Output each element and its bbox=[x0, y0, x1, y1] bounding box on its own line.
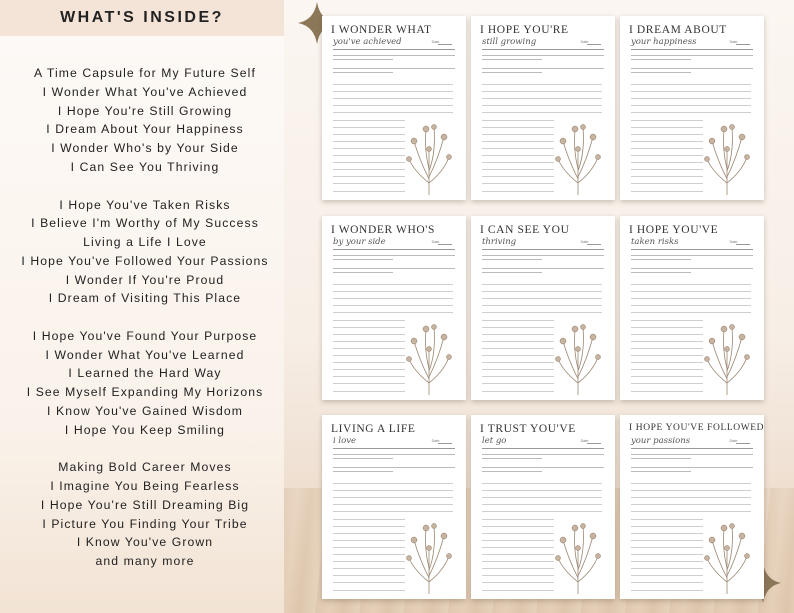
writing-line bbox=[631, 504, 751, 505]
writing-line bbox=[631, 511, 751, 512]
journal-page-card bbox=[471, 216, 615, 400]
writing-line bbox=[482, 105, 602, 106]
writing-line bbox=[631, 291, 751, 292]
writing-line bbox=[482, 547, 554, 548]
writing-line bbox=[482, 183, 554, 184]
writing-line bbox=[333, 348, 405, 349]
card-title: I WONDER WHAT bbox=[331, 24, 432, 36]
writing-line bbox=[631, 169, 703, 170]
writing-line bbox=[631, 383, 703, 384]
flower-bouquet-icon bbox=[702, 119, 752, 197]
header-rule bbox=[631, 49, 753, 50]
writing-line bbox=[631, 575, 703, 576]
list-item: I Hope You Keep Smiling bbox=[64, 423, 226, 437]
writing-line bbox=[482, 169, 554, 170]
card-date-label: Date: bbox=[729, 439, 738, 443]
contents-panel bbox=[0, 0, 284, 613]
writing-line bbox=[482, 511, 602, 512]
prompt-text bbox=[631, 458, 691, 459]
header-rule bbox=[482, 448, 604, 449]
header-rule bbox=[482, 49, 604, 50]
writing-line bbox=[631, 155, 703, 156]
prompt-text bbox=[482, 68, 604, 69]
list-item: I Imagine You Being Fearless bbox=[50, 479, 240, 493]
writing-line bbox=[333, 533, 405, 534]
flower-bouquet-icon bbox=[702, 319, 752, 397]
card-title: I DREAM ABOUT bbox=[629, 24, 727, 36]
prompt-text bbox=[333, 268, 455, 269]
writing-line bbox=[482, 298, 602, 299]
card-title: I HOPE YOU'RE bbox=[480, 24, 569, 36]
writing-line bbox=[333, 327, 405, 328]
list-item: I Learned the Hard Way bbox=[68, 366, 222, 380]
list-item: I Know You've Gained Wisdom bbox=[47, 404, 243, 418]
list-item: I Can See You Thriving bbox=[70, 160, 220, 174]
writing-line bbox=[482, 376, 554, 377]
list-item: I Picture You Finding Your Tribe bbox=[42, 517, 248, 531]
writing-line bbox=[333, 490, 453, 491]
prompt-text bbox=[631, 467, 753, 468]
writing-line bbox=[482, 504, 602, 505]
card-subtitle: your happiness bbox=[631, 37, 697, 47]
writing-line bbox=[482, 590, 554, 591]
writing-line bbox=[333, 582, 405, 583]
prompt-text bbox=[482, 55, 604, 56]
writing-line bbox=[333, 511, 453, 512]
writing-line bbox=[631, 362, 703, 363]
writing-line bbox=[333, 561, 405, 562]
writing-line bbox=[333, 497, 453, 498]
prompt-text bbox=[631, 454, 753, 455]
writing-line bbox=[333, 134, 405, 135]
writing-line bbox=[631, 334, 703, 335]
card-date-label: Date: bbox=[580, 40, 589, 44]
prompt-text bbox=[631, 255, 753, 256]
journal-page-card bbox=[322, 16, 466, 200]
writing-line bbox=[631, 284, 751, 285]
writing-line bbox=[482, 320, 554, 321]
card-title: I CAN SEE YOU bbox=[480, 224, 570, 236]
writing-line bbox=[631, 127, 703, 128]
writing-line bbox=[333, 355, 405, 356]
writing-line bbox=[333, 162, 405, 163]
writing-line bbox=[333, 98, 453, 99]
writing-line bbox=[333, 369, 405, 370]
writing-line bbox=[333, 376, 405, 377]
writing-line bbox=[482, 127, 554, 128]
prompt-text bbox=[333, 72, 393, 73]
writing-line bbox=[333, 334, 405, 335]
writing-line bbox=[631, 176, 703, 177]
date-line bbox=[438, 44, 452, 45]
card-date-label: Date: bbox=[431, 240, 440, 244]
writing-line bbox=[482, 540, 554, 541]
writing-line bbox=[631, 568, 703, 569]
date-line bbox=[736, 244, 750, 245]
writing-line bbox=[482, 497, 602, 498]
writing-line bbox=[333, 183, 405, 184]
writing-line bbox=[482, 369, 554, 370]
writing-line bbox=[631, 120, 703, 121]
writing-line bbox=[333, 191, 405, 192]
writing-line bbox=[631, 84, 751, 85]
list-item: I Hope You've Taken Risks bbox=[59, 198, 231, 212]
writing-line bbox=[482, 341, 554, 342]
list-item: I Wonder What You've Learned bbox=[45, 348, 245, 362]
flower-bouquet-icon bbox=[404, 518, 454, 596]
prompt-text bbox=[333, 454, 455, 455]
writing-line bbox=[333, 554, 405, 555]
prompt-text bbox=[333, 272, 393, 273]
list-item: I Wonder Who's by Your Side bbox=[51, 141, 239, 155]
header-rule bbox=[631, 448, 753, 449]
card-title: I TRUST YOU'VE bbox=[480, 423, 576, 435]
list-item: I See Myself Expanding My Horizons bbox=[26, 385, 264, 399]
writing-line bbox=[482, 355, 554, 356]
card-title: I HOPE YOU'VE FOLLOWED bbox=[629, 423, 764, 433]
date-line bbox=[438, 244, 452, 245]
writing-line bbox=[333, 590, 405, 591]
writing-line bbox=[482, 519, 554, 520]
prompt-text bbox=[631, 259, 691, 260]
writing-line bbox=[482, 84, 602, 85]
writing-line bbox=[482, 362, 554, 363]
list-item: I Dream of Visiting This Place bbox=[48, 291, 242, 305]
card-subtitle: your passions bbox=[631, 436, 691, 446]
date-line bbox=[587, 44, 601, 45]
writing-line bbox=[482, 134, 554, 135]
writing-line bbox=[482, 391, 554, 392]
date-line bbox=[587, 443, 601, 444]
writing-line bbox=[482, 554, 554, 555]
date-line bbox=[438, 443, 452, 444]
card-date-label: Date: bbox=[431, 439, 440, 443]
writing-line bbox=[482, 176, 554, 177]
header-rule bbox=[333, 448, 455, 449]
writing-line bbox=[333, 391, 405, 392]
flower-bouquet-icon bbox=[553, 119, 603, 197]
writing-line bbox=[631, 191, 703, 192]
writing-line bbox=[631, 305, 751, 306]
flower-bouquet-icon bbox=[702, 518, 752, 596]
writing-line bbox=[333, 547, 405, 548]
writing-line bbox=[482, 568, 554, 569]
prompt-text bbox=[631, 68, 753, 69]
prompt-text bbox=[482, 72, 542, 73]
writing-line bbox=[631, 554, 703, 555]
writing-line bbox=[631, 526, 703, 527]
flower-bouquet-icon bbox=[553, 319, 603, 397]
writing-line bbox=[333, 504, 453, 505]
card-subtitle: i love bbox=[333, 436, 357, 446]
list-item: I Believe I'm Worthy of My Success bbox=[31, 216, 259, 230]
journal-page-card bbox=[322, 415, 466, 599]
writing-line bbox=[631, 91, 751, 92]
writing-line bbox=[631, 298, 751, 299]
writing-line bbox=[482, 98, 602, 99]
writing-line bbox=[333, 540, 405, 541]
writing-line bbox=[482, 141, 554, 142]
writing-line bbox=[482, 191, 554, 192]
writing-line bbox=[631, 582, 703, 583]
card-date-label: Date: bbox=[431, 40, 440, 44]
writing-line bbox=[482, 575, 554, 576]
prompt-text bbox=[482, 59, 542, 60]
writing-line bbox=[482, 312, 602, 313]
writing-line bbox=[631, 561, 703, 562]
journal-page-card bbox=[322, 216, 466, 400]
header-rule bbox=[333, 49, 455, 50]
writing-line bbox=[631, 355, 703, 356]
writing-line bbox=[333, 112, 453, 113]
writing-line bbox=[333, 305, 453, 306]
writing-line bbox=[482, 291, 602, 292]
writing-line bbox=[631, 112, 751, 113]
writing-line bbox=[333, 155, 405, 156]
card-subtitle: still growing bbox=[482, 37, 537, 47]
prompt-text bbox=[333, 59, 393, 60]
writing-line bbox=[333, 284, 453, 285]
date-line bbox=[736, 44, 750, 45]
journal-page-card bbox=[471, 415, 615, 599]
writing-line bbox=[631, 141, 703, 142]
writing-line bbox=[333, 91, 453, 92]
writing-line bbox=[631, 105, 751, 106]
writing-line bbox=[631, 348, 703, 349]
writing-line bbox=[333, 519, 405, 520]
writing-line bbox=[333, 148, 405, 149]
prompt-text bbox=[482, 471, 542, 472]
writing-line bbox=[333, 320, 405, 321]
writing-line bbox=[482, 91, 602, 92]
prompt-text bbox=[482, 454, 604, 455]
prompt-text bbox=[631, 72, 691, 73]
date-line bbox=[736, 443, 750, 444]
writing-line bbox=[333, 568, 405, 569]
writing-line bbox=[482, 561, 554, 562]
list-item: I Hope You've Followed Your Passions bbox=[21, 254, 269, 268]
writing-line bbox=[333, 141, 405, 142]
card-subtitle: taken risks bbox=[631, 237, 679, 247]
writing-line bbox=[482, 490, 602, 491]
writing-line bbox=[482, 533, 554, 534]
writing-line bbox=[631, 391, 703, 392]
prompt-text bbox=[333, 55, 455, 56]
writing-line bbox=[631, 98, 751, 99]
writing-line bbox=[482, 162, 554, 163]
prompt-text bbox=[333, 471, 393, 472]
list-item: Living a Life I Love bbox=[83, 235, 207, 249]
writing-line bbox=[631, 148, 703, 149]
prompt-text bbox=[631, 272, 691, 273]
writing-line bbox=[631, 320, 703, 321]
writing-line bbox=[482, 348, 554, 349]
card-title: I HOPE YOU'VE bbox=[629, 224, 719, 236]
card-subtitle: you've achieved bbox=[333, 37, 402, 47]
journal-page-card bbox=[620, 415, 764, 599]
writing-line bbox=[333, 362, 405, 363]
list-item: I Wonder What You've Achieved bbox=[42, 85, 248, 99]
writing-line bbox=[482, 327, 554, 328]
writing-line bbox=[482, 284, 602, 285]
prompt-text bbox=[631, 55, 753, 56]
writing-line bbox=[482, 483, 602, 484]
prompt-text bbox=[333, 467, 455, 468]
date-line bbox=[587, 244, 601, 245]
card-subtitle: thriving bbox=[482, 237, 517, 247]
header-rule bbox=[482, 249, 604, 250]
writing-line bbox=[333, 84, 453, 85]
prompt-text bbox=[631, 471, 691, 472]
writing-line bbox=[631, 590, 703, 591]
writing-line bbox=[333, 291, 453, 292]
prompt-text bbox=[482, 255, 604, 256]
writing-line bbox=[333, 575, 405, 576]
list-item: and many more bbox=[95, 554, 195, 568]
card-subtitle: by your side bbox=[333, 237, 386, 247]
list-item: I Hope You're Still Dreaming Big bbox=[40, 498, 250, 512]
prompt-text bbox=[482, 268, 604, 269]
card-title: I WONDER WHO'S bbox=[331, 224, 435, 236]
prompt-text bbox=[482, 467, 604, 468]
writing-line bbox=[482, 305, 602, 306]
writing-line bbox=[333, 120, 405, 121]
list-item: Making Bold Career Moves bbox=[58, 460, 232, 474]
writing-line bbox=[333, 383, 405, 384]
writing-line bbox=[631, 547, 703, 548]
journal-page-card bbox=[471, 16, 615, 200]
card-date-label: Date: bbox=[729, 40, 738, 44]
prompt-text bbox=[333, 68, 455, 69]
writing-line bbox=[333, 483, 453, 484]
writing-line bbox=[482, 334, 554, 335]
writing-line bbox=[333, 169, 405, 170]
card-date-label: Date: bbox=[580, 240, 589, 244]
card-title: LIVING A LIFE bbox=[331, 423, 416, 435]
list-item: I Hope You're Still Growing bbox=[57, 104, 233, 118]
prompt-text bbox=[631, 59, 691, 60]
flower-bouquet-icon bbox=[553, 518, 603, 596]
writing-line bbox=[631, 369, 703, 370]
writing-line bbox=[631, 519, 703, 520]
writing-line bbox=[631, 183, 703, 184]
prompt-text bbox=[631, 268, 753, 269]
writing-line bbox=[333, 105, 453, 106]
writing-line bbox=[631, 327, 703, 328]
writing-line bbox=[631, 497, 751, 498]
writing-line bbox=[631, 540, 703, 541]
list-item: A Time Capsule for My Future Self bbox=[34, 66, 256, 80]
writing-line bbox=[631, 376, 703, 377]
writing-line bbox=[482, 582, 554, 583]
writing-line bbox=[333, 341, 405, 342]
list-item: I Dream About Your Happiness bbox=[46, 122, 244, 136]
flower-bouquet-icon bbox=[404, 119, 454, 197]
prompt-text bbox=[333, 259, 393, 260]
writing-line bbox=[333, 526, 405, 527]
writing-line bbox=[333, 298, 453, 299]
header-rule bbox=[333, 249, 455, 250]
journal-page-card bbox=[620, 216, 764, 400]
prompt-text bbox=[482, 259, 542, 260]
page-title: WHAT'S INSIDE? bbox=[60, 9, 224, 26]
writing-line bbox=[631, 533, 703, 534]
writing-line bbox=[482, 155, 554, 156]
writing-line bbox=[333, 127, 405, 128]
writing-line bbox=[482, 120, 554, 121]
writing-line bbox=[333, 312, 453, 313]
writing-line bbox=[482, 148, 554, 149]
list-item: I Hope You've Found Your Purpose bbox=[32, 329, 258, 343]
writing-line bbox=[631, 312, 751, 313]
writing-line bbox=[333, 176, 405, 177]
writing-line bbox=[631, 490, 751, 491]
header-rule bbox=[631, 249, 753, 250]
writing-line bbox=[631, 162, 703, 163]
card-subtitle: let go bbox=[482, 436, 507, 446]
writing-line bbox=[631, 341, 703, 342]
card-date-label: Date: bbox=[729, 240, 738, 244]
writing-line bbox=[631, 134, 703, 135]
writing-line bbox=[482, 526, 554, 527]
writing-line bbox=[631, 483, 751, 484]
journal-page-card bbox=[620, 16, 764, 200]
prompt-text bbox=[333, 255, 455, 256]
writing-line bbox=[482, 383, 554, 384]
writing-line bbox=[482, 112, 602, 113]
prompt-text bbox=[482, 458, 542, 459]
flower-bouquet-icon bbox=[404, 319, 454, 397]
list-item: I Wonder If You're Proud bbox=[65, 273, 225, 287]
prompt-text bbox=[482, 272, 542, 273]
list-item: I Know You've Grown bbox=[76, 535, 214, 549]
prompt-text bbox=[333, 458, 393, 459]
card-date-label: Date: bbox=[580, 439, 589, 443]
